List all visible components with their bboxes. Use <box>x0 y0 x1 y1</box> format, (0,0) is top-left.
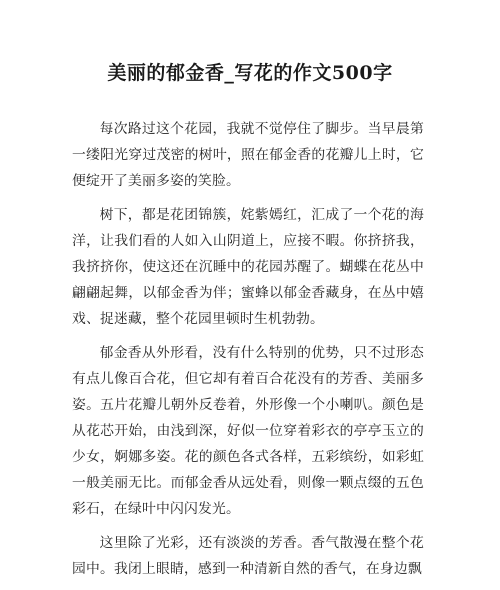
paragraph-4: 这里除了光彩，还有淡淡的芳香。香气散漫在整个花园中。我闭上眼睛，感到一种清新自然的香气，在身边飘 <box>72 535 424 577</box>
paragraph-3: 郁金香从外形看，没有什么特别的优势，只不过形态有点儿像百合花，但它却有着百合花没有的芳香、美丽多姿。五片花瓣儿朝外反卷着，外形像一个小喇叭。颜色是从花芯开始，由浅到深，好似一位穿着彩衣的亭亭玉立的少女，婀娜多姿。花的颜色各式各样，五彩缤纷，如彩虹一般美丽无比。而郁金香从远处看，则像一颗点缀的五色彩石，在绿叶中闪闪发光。 <box>72 345 424 517</box>
essay-body <box>72 116 424 590</box>
paragraph-1: 每次路过这个花园，我就不觉停住了脚步。当早晨第一缕阳光穿过茂密的树叶，照在郁金香的花瓣儿上时，它便绽开了美丽多姿的笑脸。 <box>72 121 424 189</box>
page-title: 美丽的郁金香_写花的作文500字 <box>107 62 393 84</box>
paragraph-2: 树下，都是花团锦簇，姹紫嫣红，汇成了一个花的海洋，让我们看的人如入山阴道上，应接不暇。你挤挤我，我挤挤你，使这还在沉睡中的花园苏醒了。蝴蝶在花丛中翩翩起舞，以郁金香为伴；蜜蜂以郁金香藏身，在丛中嬉戏、捉迷藏，整个花园里顿时生机勃勃。 <box>72 207 424 327</box>
